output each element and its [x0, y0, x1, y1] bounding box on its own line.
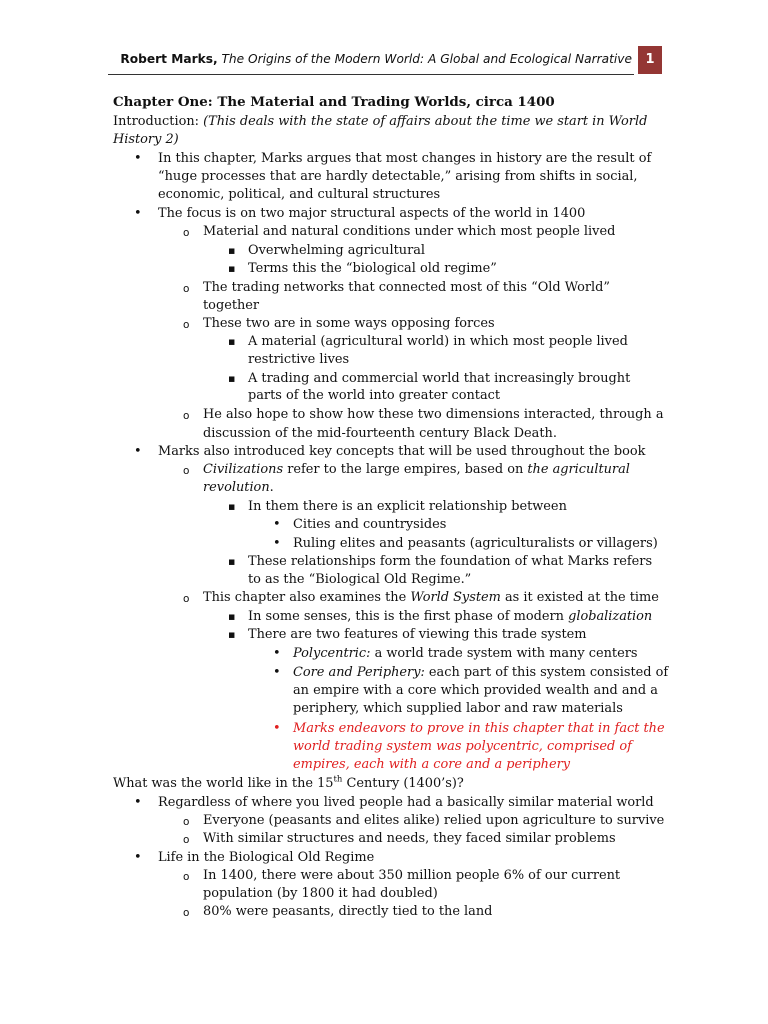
square-bullet-icon — [228, 626, 235, 643]
list-item — [203, 589, 659, 606]
text-span: What was the world like in the 15 — [113, 776, 334, 791]
text-span: each part of this system consisted of — [424, 665, 669, 680]
circle-bullet-icon — [183, 224, 189, 242]
term-globalization: globalization — [568, 609, 653, 624]
list-item-cont: periphery, which supplied labor and raw materials — [293, 701, 623, 716]
list-item: In this chapter, Marks argues that most changes in history are the result of — [158, 151, 652, 166]
term-core-periphery: Core and Periphery: — [293, 665, 425, 680]
bullet-icon — [273, 645, 281, 662]
header-book-title: The Origins of the Modern World: A Global and Ecological Narrative — [221, 52, 632, 66]
bullet-icon — [134, 205, 142, 222]
bullet-icon — [134, 794, 142, 811]
text-span: This chapter also examines the — [203, 590, 411, 605]
section-question — [113, 775, 464, 792]
bullet-icon — [134, 849, 142, 866]
list-item: Life in the Biological Old Regime — [158, 850, 375, 865]
intro-line — [113, 113, 647, 130]
circle-bullet-icon — [183, 462, 189, 480]
term-revolution: revolution — [203, 480, 270, 495]
list-item: A trading and commercial world that increasingly brought — [248, 371, 631, 386]
list-item — [248, 608, 652, 625]
intro-note: (This deals with the state of affairs about the time we start in World — [203, 114, 648, 129]
text-span: . — [269, 480, 274, 495]
square-bullet-icon — [228, 498, 235, 515]
list-item: Material and natural conditions under which most people lived — [203, 224, 616, 239]
text-span: as it existed at the time — [500, 590, 659, 605]
list-item: A material (agricultural world) in which most people lived — [248, 334, 628, 349]
list-item-cont: together — [203, 298, 260, 313]
list-item-cont: restrictive lives — [248, 352, 350, 367]
term-agricultural: the agricultural — [527, 462, 630, 477]
list-item: These two are in some ways opposing forces — [203, 316, 495, 331]
text-span: In some senses, this is the first phase of modern — [248, 609, 569, 624]
bullet-icon — [134, 150, 142, 167]
list-item: 80% were peasants, directly tied to the land — [203, 904, 493, 919]
list-item: With similar structures and needs, they faced similar problems — [203, 831, 616, 846]
list-item: Regardless of where you lived people had a basically similar material world — [158, 795, 654, 810]
bullet-icon — [134, 443, 142, 460]
term-polycentric: Polycentric: — [293, 646, 371, 661]
list-item-cont: population (by 1800 it had doubled) — [203, 886, 438, 901]
square-bullet-icon — [228, 370, 235, 387]
list-item: In them there is an explicit relationship between — [248, 499, 567, 514]
list-item: In 1400, there were about 350 million people 6% of our current — [203, 868, 621, 883]
list-item: Marks also introduced key concepts that will be used throughout the book — [158, 444, 646, 459]
intro-colon: : — [194, 114, 199, 129]
square-bullet-icon — [228, 333, 235, 350]
header-author: Robert Marks, — [120, 52, 218, 66]
list-item-cont: an empire with a core which provided wealth and and a — [293, 683, 658, 698]
list-item: These relationships form the foundation of what Marks refers — [248, 554, 653, 569]
bullet-icon — [273, 664, 281, 681]
list-item: There are two features of viewing this trade system — [248, 627, 587, 642]
list-item: Terms this the “biological old regime” — [248, 261, 497, 276]
circle-bullet-icon — [183, 831, 189, 849]
superscript: th — [333, 774, 343, 785]
bullet-icon — [273, 720, 281, 737]
circle-bullet-icon — [183, 280, 189, 298]
list-item-cont: discussion of the mid-fourteenth century Black Death. — [203, 426, 557, 441]
highlight-note-cont: world trading system was polycentric, comprised of — [293, 739, 632, 754]
circle-bullet-icon — [183, 316, 189, 334]
circle-bullet-icon — [183, 904, 189, 922]
list-item-cont: to as the “Biological Old Regime.” — [248, 572, 472, 587]
highlight-note: Marks endeavors to prove in this chapter that in fact the — [293, 721, 665, 736]
list-item — [293, 664, 668, 681]
list-item — [293, 645, 638, 662]
list-item-cont — [203, 479, 274, 496]
circle-bullet-icon — [183, 407, 189, 425]
text-span: Century (1400’s)? — [342, 776, 464, 791]
text-span: refer to the large empires, based on — [283, 462, 528, 477]
list-item-cont: “huge processes that are hardly detectable,” arising from shifts in social, — [158, 169, 638, 184]
term-world-system: World System — [410, 590, 501, 605]
circle-bullet-icon — [183, 590, 189, 608]
list-item: The focus is on two major structural aspects of the world in 1400 — [158, 206, 586, 221]
square-bullet-icon — [228, 242, 235, 259]
term-civilizations: Civilizations — [203, 462, 284, 477]
square-bullet-icon — [228, 608, 235, 625]
square-bullet-icon — [228, 553, 235, 570]
list-item: Cities and countrysides — [293, 517, 447, 532]
circle-bullet-icon — [183, 868, 189, 886]
list-item — [203, 461, 630, 478]
text-span: a world trade system with many centers — [370, 646, 638, 661]
chapter-title: Chapter One: The Material and Trading Worlds, circa 1400 — [113, 94, 555, 110]
page-number: 1 — [638, 46, 662, 74]
circle-bullet-icon — [183, 813, 189, 831]
list-item-cont: economic, political, and cultural structures — [158, 187, 441, 202]
intro-note-cont: History 2) — [113, 132, 179, 147]
bullet-icon — [273, 516, 281, 533]
highlight-note-cont: empires, each with a core and a periphery — [293, 757, 571, 772]
list-item: Overwhelming agricultural — [248, 243, 426, 258]
list-item: The trading networks that connected most of this “Old World” — [203, 280, 611, 295]
list-item: He also hope to show how these two dimensions interacted, through a — [203, 407, 664, 422]
list-item-cont: parts of the world into greater contact — [248, 388, 501, 403]
square-bullet-icon — [228, 260, 235, 277]
intro-label: Introduction — [113, 114, 195, 129]
list-item: Ruling elites and peasants (agriculturalists or villagers) — [293, 536, 658, 551]
bullet-icon — [273, 535, 281, 552]
list-item: Everyone (peasants and elites alike) relied upon agriculture to survive — [203, 813, 665, 828]
